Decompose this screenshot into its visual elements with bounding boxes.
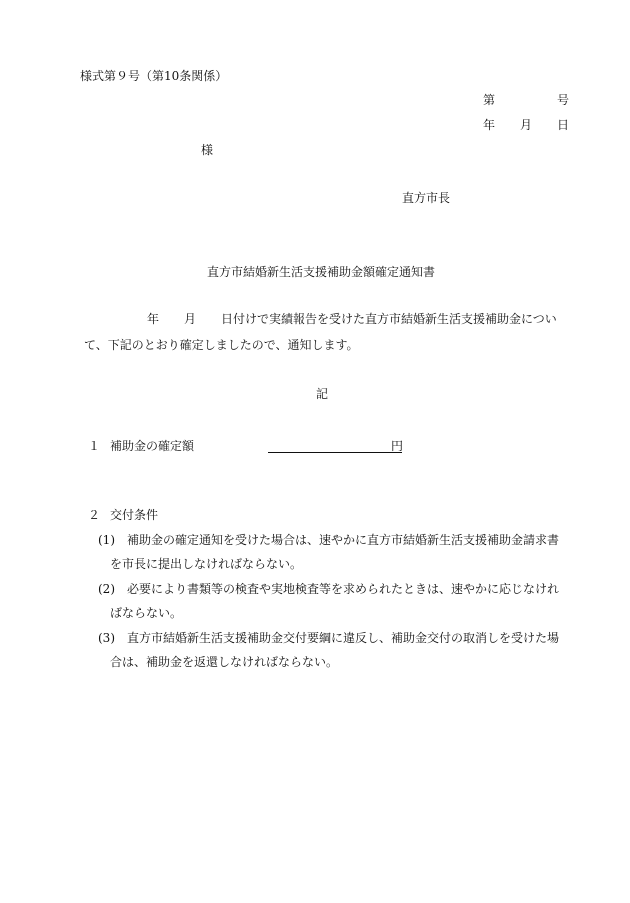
intro-year: 年 [147,312,160,326]
condition-3-number: (3) [98,631,115,645]
item1-label: 補助金の確定額 [110,439,195,453]
issuer: 直方市長 [402,191,451,205]
date-day: 日 [557,118,570,132]
item2-label: 交付条件 [110,508,159,522]
condition-2-number: (2) [98,582,115,596]
document-title: 直方市結婚新生活支援補助金額確定通知書 [207,265,436,279]
item1-unit: 円 [391,439,404,453]
condition-1-line2: を市長に提出しなければならない。 [110,557,303,571]
amount-underline [268,452,402,453]
doc-number-go: 号 [557,93,570,107]
form-number: 様式第９号（第10条関係） [80,69,228,83]
ki-heading: 記 [316,387,329,401]
date-month: 月 [520,118,533,132]
intro-month: 月 [184,312,197,326]
doc-number-dai: 第 [483,93,496,107]
condition-2-line1: 必要により書類等の検査や実地検査等を求められたときは、速やかに応じなけれ [127,582,560,596]
item2-number: ２ [88,508,101,522]
condition-2-line2: ばならない。 [110,606,183,620]
condition-3-line1: 直方市結婚新生活支援補助金交付要綱に違反し、補助金交付の取消しを受けた場 [127,631,560,645]
condition-1-number: (1) [98,533,115,547]
addressee-suffix: 様 [201,143,214,157]
date-year: 年 [483,118,496,132]
intro-line2: て、下記のとおり確定しましたので、通知します。 [84,338,359,352]
condition-3-line2: 合は、補助金を返還しなければならない。 [110,655,339,669]
intro-line1: 日付けで実績報告を受けた直方市結婚新生活支援補助金につい [221,312,557,326]
item1-number: １ [88,439,101,453]
condition-1-line1: 補助金の確定通知を受けた場合は、速やかに直方市結婚新生活支援補助金請求書 [127,533,560,547]
